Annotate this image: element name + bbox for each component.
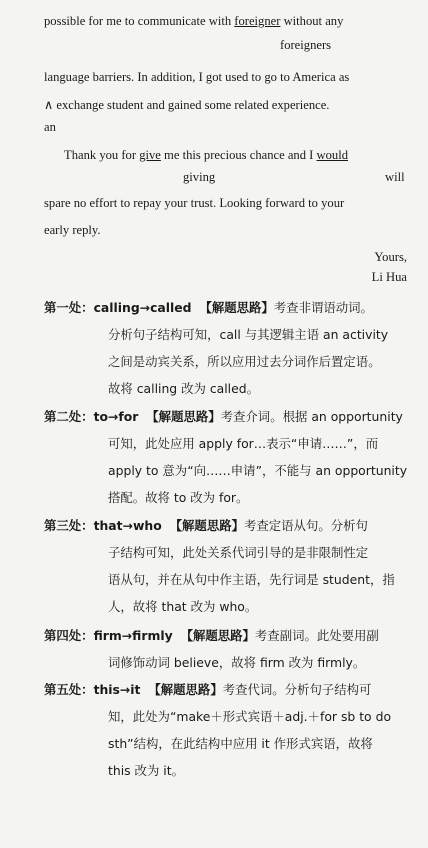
answer-label: 第四处： <box>44 628 94 643</box>
letter-line-4: Thank you for give me this precious chance and I would <box>64 148 348 162</box>
answer-hint: 【解题思路】 <box>146 409 221 424</box>
correction-word: will <box>385 170 405 184</box>
letter-line-2: language barriers. In addition, I got used to go to America as <box>44 70 350 84</box>
answer-change: to→for <box>93 409 139 424</box>
error-word: foreigner <box>234 14 281 28</box>
letter-line-1: possible for me to communicate with foreigner without any <box>44 14 344 28</box>
correction-word: giving <box>183 170 216 184</box>
letter-line-5: spare no effort to repay your trust. Looking forward to your <box>44 196 345 210</box>
answer-item-5: 第五处：this→it 【解题思路】考查代词。分析句子结构可 知，此处为“make＋形式宾语＋adj.＋for sb to do sth”结构，在此结构中应用 it 作形式宾语，故将 this 改为 it。 <box>44 682 392 778</box>
error-word: give <box>139 148 161 162</box>
letter-line-6: early reply. <box>44 223 101 237</box>
answer-hint: 【解题思路】 <box>148 682 223 697</box>
answer-hint: 【解题思路】 <box>199 300 274 315</box>
answer-label: 第一处： <box>44 300 94 315</box>
error-word: would <box>316 148 348 162</box>
answer-change: that→who <box>93 518 162 533</box>
answer-label: 第五处： <box>44 682 94 697</box>
answer-item-4: 第四处：firm→firmly 【解题思路】考查副词。此处要用副 词修饰动词 believe，故将 firm 改为 firmly。 <box>44 628 379 670</box>
answer-change: firm→firmly <box>93 628 173 643</box>
answer-change: calling→called <box>93 300 192 315</box>
signature-name: Li Hua <box>371 270 407 284</box>
answer-item-3: 第三处：that→who 【解题思路】考查定语从句。分析句 子结构可知，此处关系代词引导的是非限制性定 语从句，并在从句中作主语，先行词是 student，指 人，故将 that 改为 who。 <box>44 518 395 614</box>
answer-change: this→it <box>93 682 141 697</box>
answer-label: 第二处： <box>44 409 94 424</box>
answer-hint: 【解题思路】 <box>169 518 244 533</box>
answer-item-1: 第一处：calling→called 【解题思路】考查非谓语动词。 分析句子结构可知，call 与其逻辑主语 an activity 之间是动宾关系，所以应用过去分词作后置定语。 故将 calling 改为 called。 <box>44 300 389 396</box>
correction-word: foreigners <box>280 38 332 52</box>
correction-word: an <box>44 120 56 134</box>
answer-item-2: 第二处：to→for 【解题思路】考查介词。根据 an opportunity 可知，此处应用 apply for…表示“申请……”，而 apply to 意为“向……申请”，不能与 an opportunity 搭配。故将 to 改为 for。 <box>44 409 408 505</box>
letter-line-3: ∧ exchange student and gained some related experience. <box>44 98 330 112</box>
answer-label: 第三处： <box>44 518 94 533</box>
answer-hint: 【解题思路】 <box>180 628 255 643</box>
closing: Yours, <box>374 250 407 264</box>
